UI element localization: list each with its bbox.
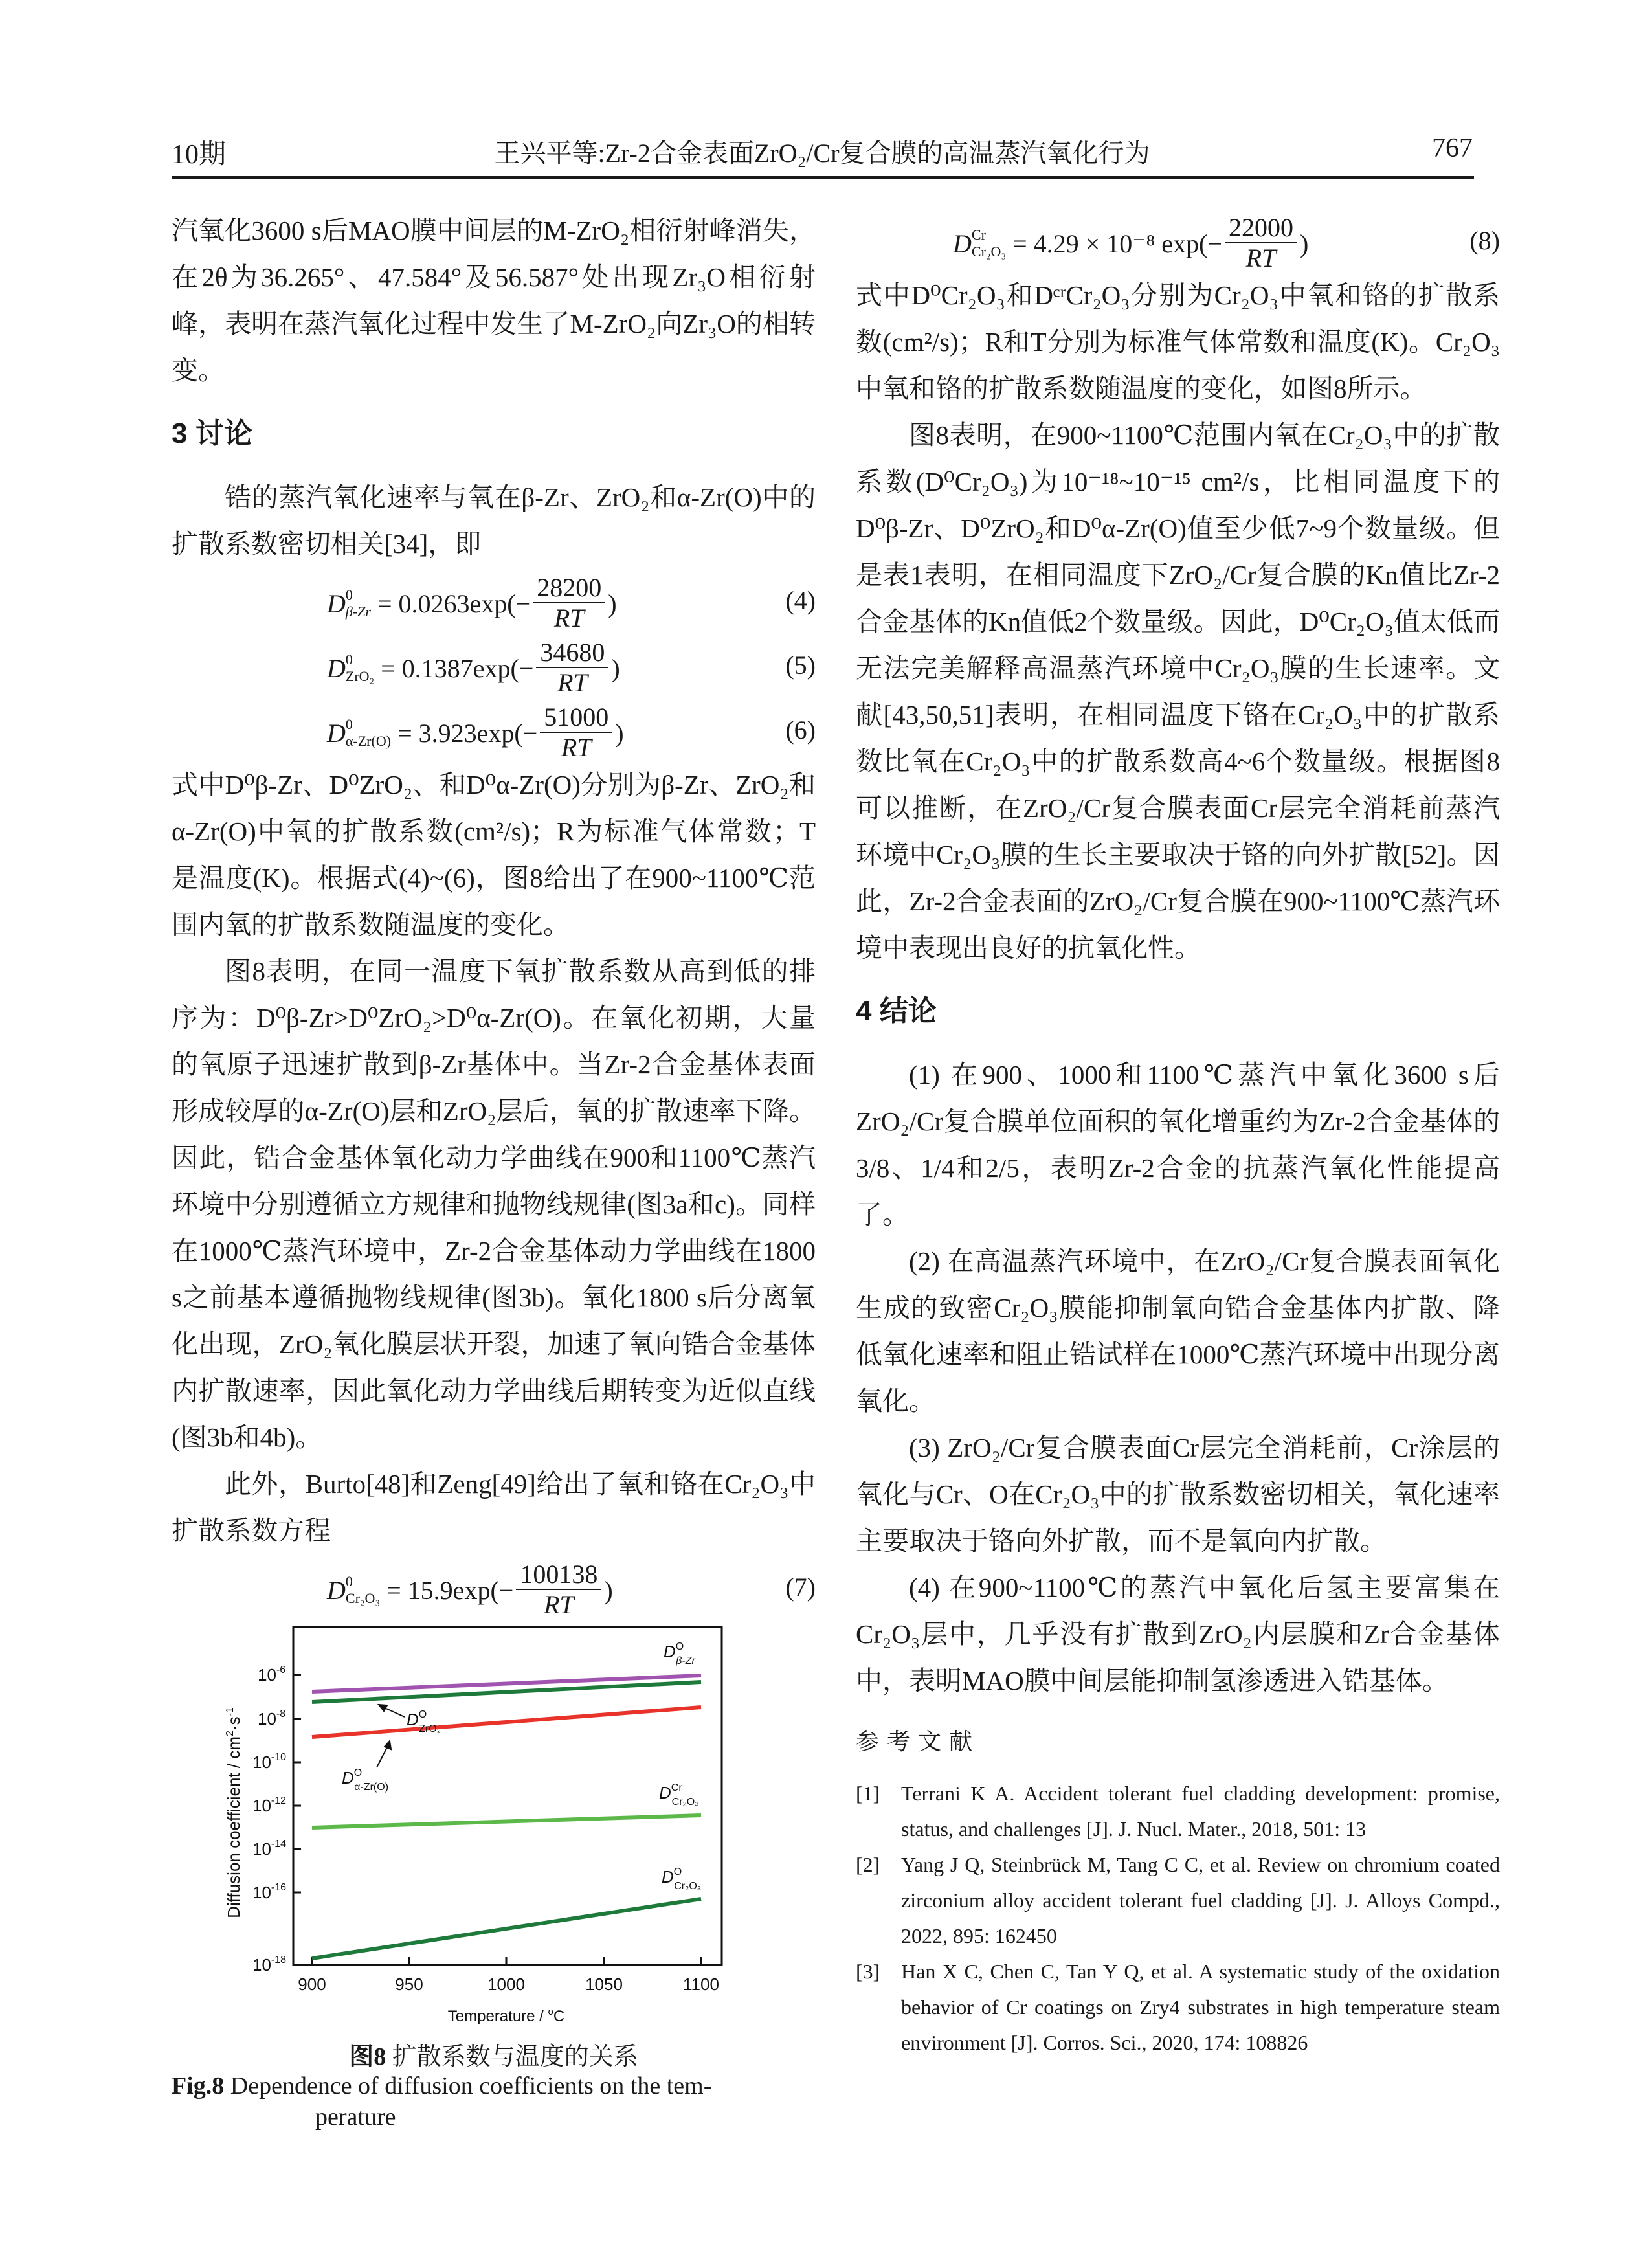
equation-6 <box>172 697 816 761</box>
xtick-label: 1050 <box>585 1975 623 1994</box>
eq-coef: = 0.0263exp(− <box>377 588 531 618</box>
right-column <box>856 207 1500 2061</box>
eq-symbol: D <box>327 588 346 618</box>
reference-index: [1] <box>856 1782 880 1805</box>
eq-fraction <box>1225 214 1297 273</box>
eq-sup: 0 <box>345 587 353 603</box>
eq-sup: 0 <box>345 716 353 732</box>
eq-sup: 0 <box>345 651 353 667</box>
x-axis-tick-labels <box>298 1975 719 1994</box>
eq-sub: α-Zr(O) <box>345 733 392 749</box>
equation-8 <box>856 207 1500 272</box>
eq-close: ) <box>615 718 624 748</box>
equation-number: (5) <box>785 651 816 680</box>
eq-numerator: 28200 <box>533 574 605 603</box>
caption-label: Fig.8 <box>172 2072 225 2100</box>
eq-denominator: RT <box>543 1590 574 1619</box>
eq-symbol: D <box>953 229 972 258</box>
references-heading: 参考文献 <box>856 1728 981 1754</box>
eq-denominator: RT <box>561 733 592 762</box>
equation-number: (6) <box>785 715 816 745</box>
section-heading-discussion: 3 讨论 <box>172 418 252 449</box>
paragraph-discussion: 锆的蒸汽氧化速率与氧在β-Zr、ZrO₂和α-Zr(O)中的扩散系数密切相关[34]，即 <box>172 482 816 559</box>
ytick-label: $10^{-12}$ <box>252 1795 287 1815</box>
arrow-head-icon <box>379 1705 387 1711</box>
eq-close: ) <box>611 653 620 683</box>
section-heading-conclusions: 4 结论 <box>856 995 937 1027</box>
caption-text: Dependence of diffusion coefficients on the tem- <box>230 2072 712 2100</box>
eq-close: ) <box>604 1575 613 1605</box>
series-line-alpha-zr <box>312 1707 701 1737</box>
label-zro2: $D^O$ ZrO₂ <box>407 1709 441 1734</box>
eq-sup: 0 <box>345 1573 353 1589</box>
eq-numerator: 51000 <box>540 703 612 733</box>
header-rule <box>172 176 1474 179</box>
ytick-label: $10^{-8}$ <box>258 1709 286 1729</box>
series-line-o-in-cr2o3 <box>312 1899 701 1958</box>
eq-denominator: RT <box>557 668 588 697</box>
eq-fraction <box>516 1560 601 1620</box>
caption-label: 图8 <box>349 2043 386 2070</box>
reference-text: Terrani K A. Accident tolerant fuel cladding development: promise, status, and challenges [J]. J. Nucl. Mater., 2018, 501: 13 <box>901 1782 1500 1841</box>
conclusion-item: (4) 在900~1100℃的蒸汽中氧化后氢主要富集在Cr₂O₃层中，几乎没有扩散到ZrO₂内层膜和Zr合金基体中，表明MAO膜中间层能抑制氢渗透进入锆基体。 <box>856 1573 1500 1696</box>
x-axis-label: Temperature / $^o$C <box>447 2006 565 2025</box>
figure-8-chart <box>214 1619 783 2033</box>
xtick-label: 1000 <box>487 1975 525 1994</box>
eq-coef: = 0.1387exp(− <box>381 653 534 683</box>
eq-numerator: 100138 <box>516 1560 601 1590</box>
figure-caption-chinese <box>172 2036 816 2072</box>
xtick-label: 950 <box>395 1975 423 1994</box>
eq-sup: Cr <box>971 227 986 243</box>
reference-item <box>856 1776 1500 1847</box>
xtick-label: 1100 <box>683 1975 719 1994</box>
equation-7 <box>172 1554 816 1619</box>
ytick-label: $10^{-18}$ <box>252 1955 287 1975</box>
eq-coef: = 4.29 × 10⁻⁸ exp(− <box>1012 229 1222 258</box>
reference-text: Han X C, Chen C, Tan Y Q, et al. A systematic study of the oxidation behavior of Cr coatings on Zry4 substrates in high temperature steam environment [J]. Corros. Sci., 2020, 174: 108826 <box>901 1960 1500 2054</box>
eq-symbol: D <box>327 1575 346 1605</box>
paragraph-intro: 汽氧化3600 s后MAO膜中间层的M-ZrO₂相衍射峰消失，在2θ为36.265°、47.584°及56.587°处出现Zr₃O相衍射峰，表明在蒸汽氧化过程中发生了M-ZrO₂向Zr₃O的相转变。 <box>172 216 816 385</box>
eq-close: ) <box>608 588 617 618</box>
paragraph-definitions: 式中D⁰β-Zr、D⁰ZrO₂、和D⁰α-Zr(O)分别为β-Zr、ZrO₂和α-Zr(O)中氧的扩散系数(cm²/s)；R为标准气体常数；T是温度(K)。根据式(4)~(6)，图8给出了在900~1100℃范围内氧的扩散系数随温度的变化。 <box>172 770 816 939</box>
eq-sub: ZrO₂ <box>345 668 375 684</box>
paragraph-definitions-eq8: 式中D⁰Cr₂O₃和DᶜʳCr₂O₃分别为Cr₂O₃中氧和铬的扩散系数(cm²/s)；R和T分别为标准气体常数和温度(K)。Cr₂O₃中氧和铬的扩散系数随温度的变化，如图8所示。 <box>856 280 1500 403</box>
caption-text-continued: perature <box>315 2103 396 2131</box>
diffusion-chart-svg <box>214 1619 783 2033</box>
ytick-label: $10^{-6}$ <box>258 1664 286 1685</box>
reference-index: [3] <box>856 1960 880 1983</box>
conclusion-item: (3) ZrO₂/Cr复合膜表面Cr层完全消耗前，Cr涂层的氧化与Cr、O在Cr₂O₃中的扩散系数密切相关，氧化速率主要取决于铬向外扩散，而不是氧向内扩散。 <box>856 1433 1500 1556</box>
eq-sub: Cr₂O₃ <box>345 1590 381 1606</box>
equation-5 <box>172 632 816 697</box>
page-header <box>172 133 1473 172</box>
eq-coef: = 15.9exp(− <box>386 1575 514 1605</box>
caption-text: 扩散系数与温度的关系 <box>392 2043 638 2070</box>
conclusion-item: (2) 在高温蒸汽环境中，在ZrO₂/Cr复合膜表面氧化生成的致密Cr₂O₃膜能抑制氧向锆合金基体内扩散、降低氧化速率和阻止锆试样在1000℃蒸汽环境中出现分离氧化。 <box>856 1246 1500 1416</box>
eq-sub: Cr₂O₃ <box>971 243 1007 260</box>
reference-item <box>856 1847 1500 1954</box>
eq-denominator: RT <box>553 603 585 633</box>
eq-sub: β-Zr <box>345 603 371 620</box>
eq-fraction <box>540 703 612 763</box>
reference-item <box>856 1954 1500 2061</box>
page-number: 767 <box>1432 133 1473 163</box>
figure-caption-english <box>172 2070 780 2133</box>
y-axis-tick-labels <box>252 1664 286 1975</box>
series-line-cr-in-cr2o3 <box>312 1815 701 1828</box>
ytick-label: $10^{-10}$ <box>252 1752 287 1772</box>
eq-symbol: D <box>327 653 346 683</box>
eq-denominator: RT <box>1245 243 1277 273</box>
arrow-head-icon <box>385 1741 391 1749</box>
conclusion-item: (1) 在900、1000和1100℃蒸汽中氧化3600 s后ZrO₂/Cr复合膜单位面积的氧化增重约为Zr-2合金基体的3/8、1/4和2/5，表明Zr-2合金的抗蒸汽氧化性能提高了。 <box>856 1060 1500 1229</box>
equation-number: (7) <box>785 1573 816 1602</box>
eq-numerator: 22000 <box>1225 214 1297 243</box>
eq-symbol: D <box>327 718 346 748</box>
paragraph-fig8-analysis: 图8表明，在同一温度下氧扩散系数从高到低的排序为：D⁰β-Zr>D⁰ZrO₂>D⁰α-Zr(O)。在氧化初期，大量的氧原子迅速扩散到β-Zr基体中。当Zr-2合金基体表面形成较厚的α-Zr(O)层和ZrO₂层后，氧的扩散速率下降。因此，锆合金基体氧化动力学曲线在900和1100℃蒸汽环境中分别遵循立方规律和抛物线规律(图3a和c)。同样在1000℃蒸汽环境中，Zr-2合金基体动力学曲线在1800 s之前基本遵循抛物线规律(图3b)。氧化1800 s后分离氧化出现，ZrO₂氧化膜层状开裂，加速了氧向锆合金基体内扩散速率，因此氧化动力学曲线后期转变为近似直线(图3b和4b)。 <box>172 956 816 1452</box>
label-o-in-cr2o3: $D^O$ Cr₂O₃ <box>662 1866 702 1892</box>
equation-number: (4) <box>785 586 816 615</box>
running-title: 王兴平等:Zr-2合金表面ZrO₂/Cr复合膜的高温蒸汽氧化行为 <box>494 139 1150 168</box>
annotation-arrows <box>377 1705 405 1767</box>
eq-close: ) <box>1299 229 1309 258</box>
eq-coef: = 3.923exp(− <box>397 718 538 748</box>
label-alpha-zr: $D^O$ α-Zr(O) <box>342 1767 389 1793</box>
eq-fraction <box>536 638 608 698</box>
reference-text: Yang J Q, Steinbrück M, Tang C C, et al. Review on chromium coated zirconium alloy accident tolerant fuel cladding [J]. J. Alloys Compd., 2022, 895: 162450 <box>901 1853 1500 1947</box>
equation-4 <box>172 567 816 632</box>
paragraph-fig8-cr2o3: 图8表明，在900~1100℃范围内氧在Cr₂O₃中的扩散系数(D⁰Cr₂O₃)为10⁻¹⁸~10⁻¹⁵ cm²/s，比相同温度下的D⁰β-Zr、D⁰ZrO₂和D⁰α-Zr(O)值至少低7~9个数量级。但是表1表明，在相同温度下ZrO₂/Cr复合膜的Kn值比Zr-2合金基体的Kn值低2个数量级。因此，D⁰Cr₂O₃值太低而无法完美解释高温蒸汽环境中Cr₂O₃膜的生长速率。文献[43,50,51]表明，在相同温度下铬在Cr₂O₃中的扩散系数比氧在Cr₂O₃中的扩散系数高4~6个数量级。根据图8可以推断，在ZrO₂/Cr复合膜表面Cr层完全消耗前蒸汽环境中Cr₂O₃膜的生长主要取决于铬的向外扩散[52]。因此，Zr-2合金表面的ZrO₂/Cr复合膜在900~1100℃蒸汽环境中表现出良好的抗氧化性。 <box>856 420 1500 963</box>
ytick-label: $10^{-14}$ <box>252 1839 287 1859</box>
xtick-label: 900 <box>298 1975 326 1994</box>
label-cr-in-cr2o3: $D^{Cr}$ Cr₂O₃ <box>659 1782 699 1808</box>
issue-number: 10期 <box>172 140 227 170</box>
ytick-label: $10^{-16}$ <box>252 1882 287 1902</box>
y-axis-label: Diffusion coefficient / $cm^2\cdot s^{-1}$ <box>224 1707 243 1918</box>
equation-number: (8) <box>1469 226 1500 255</box>
eq-fraction <box>533 574 605 633</box>
reference-index: [2] <box>856 1853 880 1876</box>
eq-numerator: 34680 <box>536 638 608 668</box>
label-beta-zr: $D^O$ β-Zr <box>664 1641 695 1666</box>
paragraph-burto-zeng: 此外，Burto[48]和Zeng[49]给出了氧和铬在Cr₂O₃中扩散系数方程 <box>172 1469 816 1545</box>
left-column <box>172 207 816 1619</box>
